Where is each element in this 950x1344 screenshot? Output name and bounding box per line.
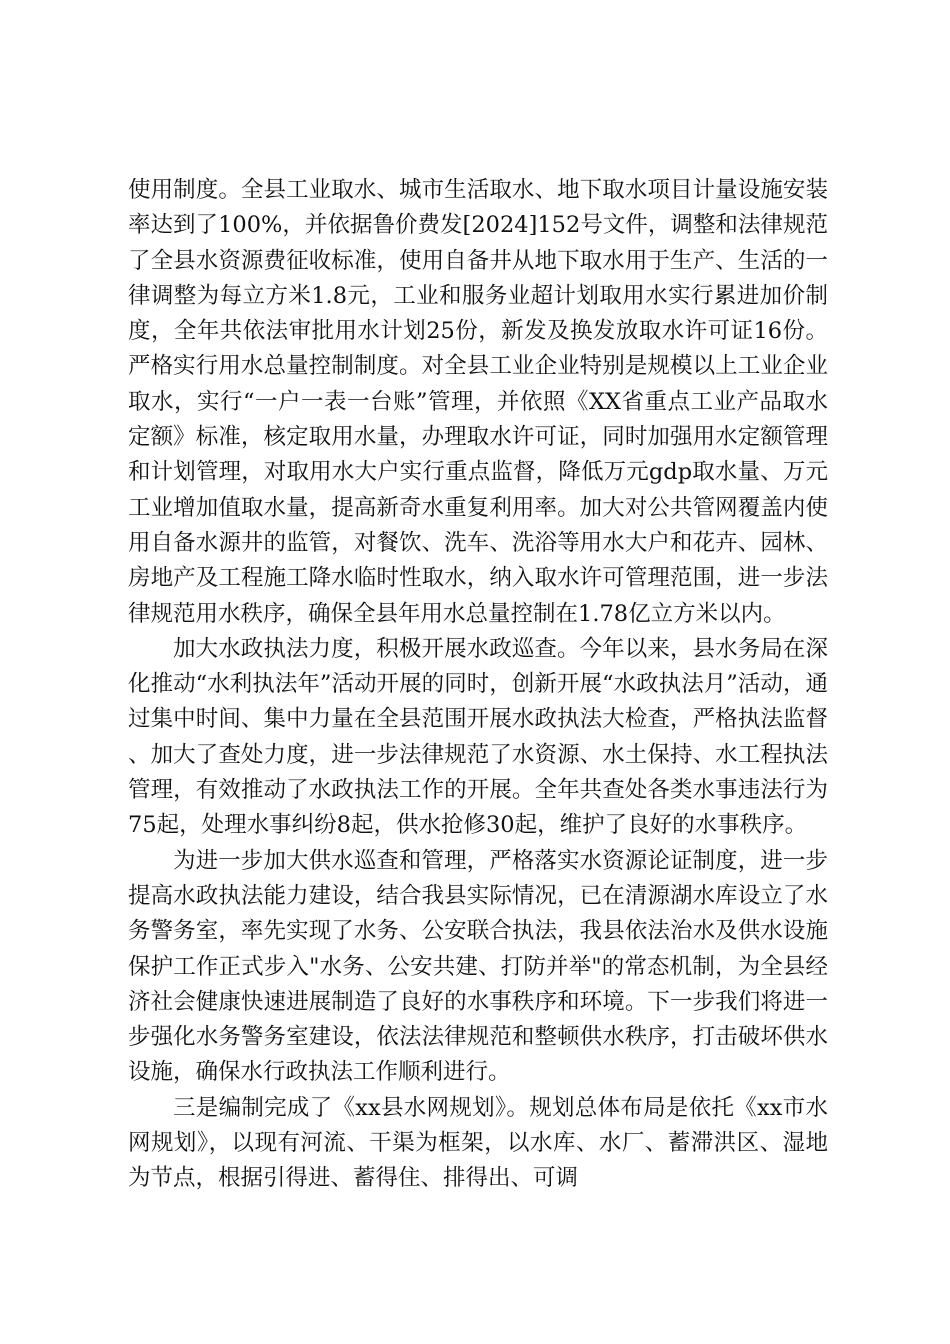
paragraph-water-enforcement: 加大水政执法力度，积极开展水政巡查。今年以来，县水务局在深化推动“水利执法年”活动开展的同时，创新开展“水政执法月”活动，通过集中时间、集中力量在全县范围开展水政执法大检查，严格执法监督、加大了查处力度，进一步法律规范了水资源、水土保持、水工程执法管理，有效推动了水政执法工作的开展。全年共查处各类水事违法行为75起，处理水事纠纷8起，供水抢修30起，维护了良好的水事秩序。 <box>128 635 828 839</box>
paragraph-water-use-regulation: 使用制度。全县工业取水、城市生活取水、地下取水项目计量设施安装率达到了100%，并依据鲁价费发[2024]152号文件，调整和法律规范了全县水资源费征收标准，使用自备井从地下取水用于生产、生活的一律调整为每立方米1.8元，工业和服务业超计划取用水实行累进加价制度，全年共依法审批用水计划25份，新发及换发放取水许可证16份。严格实行用水总量控制制度。对全县工业企业特别是规模以上工业企业取水，实行“一户一表一台账”管理，并依照《XX省重点工业产品取水定额》标准，核定取用水量，办理取水许可证，同时加强用水定额管理和计划管理，对取用水大户实行重点监督，降低万元gdp取水量、万元工业增加值取水量，提高新奇水重复利用率。加大对公共管网覆盖内使用自备水源井的监管，对餐饮、洗车、洗浴等用水大户和花卉、园林、房地产及工程施工降水临时性取水，纳入取水许可管理范围，进一步法律规范用水秩序，确保全县年用水总量控制在1.78亿立方米以内。 <box>128 177 828 627</box>
paragraph-water-network-plan: 三是编制完成了《xx县水网规划》。规划总体布局是依托《xx市水网规划》，以现有河流、干渠为框架，以水库、水厂、蓄滞洪区、湿地为节点，根据引得进、蓄得住、排得出、可调 <box>128 1094 828 1192</box>
paragraph-water-police-office: 为进一步加大供水巡查和管理，严格落实水资源论证制度，进一步提高水政执法能力建设，结合我县实际情况，已在清源湖水库设立了水务警务室，率先实现了水务、公安联合执法，我县依法治水及供水设施保护工作正式步入"水务、公安共建、打防并举"的常态机制，为全县经济社会健康快速进展制造了良好的水事秩序和环境。下一步我们将进一步强化水务警务室建设，依法法律规范和整顿供水秩序，打击破坏供水设施，确保水行政执法工作顺利进行。 <box>128 847 828 1086</box>
document-body <box>128 173 828 1197</box>
